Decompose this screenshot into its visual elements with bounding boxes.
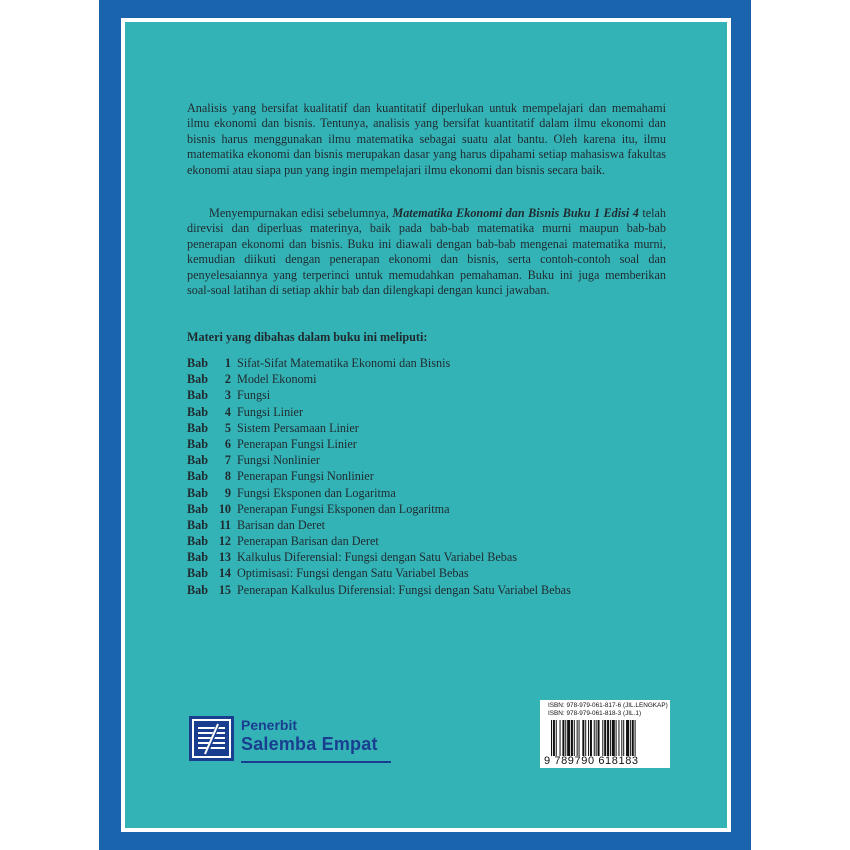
chapter-prefix: Bab xyxy=(187,356,209,370)
chapter-title: Fungsi Eksponen dan Logaritma xyxy=(237,485,396,500)
chapter-number: 5 xyxy=(224,420,231,435)
chapter-item xyxy=(187,565,571,581)
chapter-prefix: Bab xyxy=(187,501,209,516)
chapter-item xyxy=(187,452,571,468)
chapter-item xyxy=(187,501,571,517)
chapter-prefix: Bab xyxy=(187,436,209,451)
chapter-item xyxy=(187,371,571,387)
chapter-prefix: Bab xyxy=(187,517,209,532)
publisher-logo xyxy=(189,716,395,764)
chapter-prefix: Bab xyxy=(187,582,209,597)
chapter-title: Barisan dan Deret xyxy=(237,517,325,532)
chapter-prefix: Bab xyxy=(187,388,209,403)
salemba-empat-logo-icon xyxy=(189,716,234,761)
paragraph-2-body: telah direvisi dan diperluas materinya, baik pada bab-bab matematika murni maupun bab-bab penerapan ekonomi dan bisnis. Buku ini diawali dengan bab-bab mengenai matematika murni, kemudian diikuti dengan penerapan ekonomi dan bisnis, serta contoh-contoh soal dan penyelesaiannya yang terperinci untuk memudahkan pemahaman. Buku ini juga memberikan soal-soal latihan di setiap akhir bab dan dilengkapi dengan kunci jawaban. xyxy=(187,206,667,298)
chapter-number: 13 xyxy=(218,550,231,565)
chapter-prefix: Bab xyxy=(187,453,209,468)
chapter-prefix: Bab xyxy=(187,372,209,387)
chapter-title: Fungsi Linier xyxy=(237,404,304,419)
chapter-item xyxy=(187,549,571,565)
chapter-item xyxy=(187,420,571,436)
chapter-prefix: Bab xyxy=(187,550,209,565)
chapter-title: Kalkulus Diferensial: Fungsi dengan Satu Variabel Bebas xyxy=(237,550,518,565)
materi-heading: Materi yang dibahas dalam buku ini meliputi: xyxy=(187,330,428,344)
chapter-item xyxy=(187,404,571,420)
logo-underline xyxy=(241,761,391,763)
chapter-title: Optimisasi: Fungsi dengan Satu Variabel Bebas xyxy=(237,566,469,581)
book-title: Matematika Ekonomi dan Bisnis Buku 1 Edisi 4 xyxy=(392,206,639,220)
chapter-item xyxy=(187,517,571,533)
chapter-title: Sistem Persamaan Linier xyxy=(237,420,359,435)
chapter-prefix: Bab xyxy=(187,420,209,435)
chapter-title: Fungsi xyxy=(237,388,271,403)
chapter-number: 15 xyxy=(218,582,231,597)
chapter-item xyxy=(187,468,571,484)
barcode xyxy=(550,720,663,756)
chapter-number: 8 xyxy=(224,469,231,484)
chapter-title: Penerapan Kalkulus Diferensial: Fungsi dengan Satu Variabel Bebas xyxy=(237,582,571,597)
chapter-number: 1 xyxy=(224,356,231,370)
chapter-number: 9 xyxy=(224,485,231,500)
chapter-title: Penerapan Fungsi Linier xyxy=(237,436,357,451)
chapter-prefix: Bab xyxy=(187,404,209,419)
chapter-prefix: Bab xyxy=(187,485,209,500)
chapter-number: 10 xyxy=(218,501,231,516)
chapter-number: 7 xyxy=(224,453,231,468)
chapter-list xyxy=(187,355,571,598)
chapter-number: 11 xyxy=(219,517,231,532)
chapter-item xyxy=(187,355,571,371)
chapter-title: Penerapan Fungsi Eksponen dan Logaritma xyxy=(237,501,450,516)
chapter-number: 3 xyxy=(224,388,231,403)
barcode-number: 9 789790 618183 xyxy=(544,755,639,767)
publisher-name: Salemba Empat xyxy=(241,734,378,754)
chapter-prefix: Bab xyxy=(187,469,209,484)
isbn-set: ISBN: 978-979-061-817-6 (JIL.LENGKAP) xyxy=(548,702,668,709)
description-paragraph-1: Analisis yang bersifat kualitatif dan kuantitatif diperlukan untuk mempelajari dan memahami ilmu ekonomi dan bisnis. Tentunya, analisis yang bersifat kuantitatif dalam ilmu ekonomi dan bisnis harus menggunakan ilmu matematika sebagai suatu alat bantu. Oleh karena itu, ilmu matematika ekonomi dan bisnis merupakan dasar yang harus dipahami setiap mahasiswa fakultas ekonomi atau siapa pun yang ingin mempelajari ilmu ekonomi dan bisnis secara baik. xyxy=(187,101,666,177)
chapter-item xyxy=(187,436,571,452)
chapter-item xyxy=(187,485,571,501)
paragraph-2-intro: Menyempurnakan edisi sebelumnya, xyxy=(209,206,393,220)
chapter-item xyxy=(187,582,571,598)
chapter-title: Fungsi Nonlinier xyxy=(237,453,320,468)
chapter-number: 4 xyxy=(224,404,231,419)
chapter-title: Penerapan Fungsi Nonlinier xyxy=(237,469,374,484)
chapter-number: 14 xyxy=(218,566,231,581)
chapter-number: 2 xyxy=(224,372,231,387)
chapter-prefix: Bab xyxy=(187,566,209,581)
chapter-title: Sifat-Sifat Matematika Ekonomi dan Bisnis xyxy=(237,356,451,370)
publisher-label: Penerbit xyxy=(241,717,298,733)
isbn-volume: ISBN: 978-979-061-818-3 (JIL.1) xyxy=(548,710,642,717)
chapter-title: Penerapan Barisan dan Deret xyxy=(237,534,379,549)
chapter-prefix: Bab xyxy=(187,534,209,549)
description-paragraph-2 xyxy=(187,206,666,298)
isbn-barcode-box xyxy=(540,700,670,768)
chapter-number: 12 xyxy=(218,534,231,549)
chapter-number: 6 xyxy=(224,436,231,451)
chapter-item xyxy=(187,533,571,549)
chapter-title: Model Ekonomi xyxy=(237,372,317,387)
chapter-item xyxy=(187,387,571,403)
